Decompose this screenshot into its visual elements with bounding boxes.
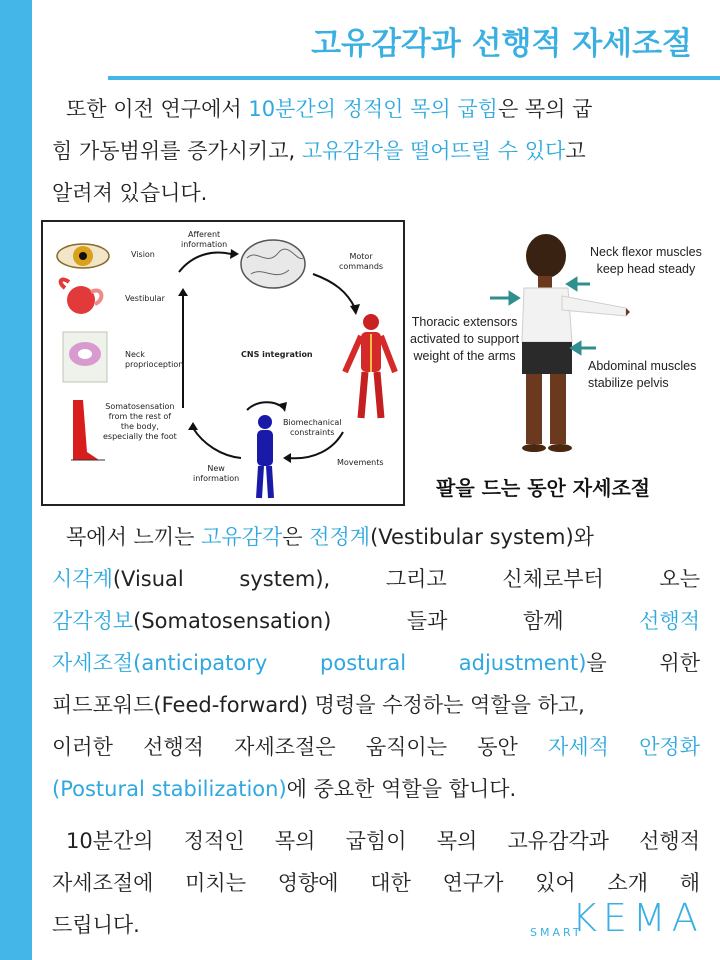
vestibular-label: Vestibular: [125, 294, 165, 303]
muscle-figure-icon: [345, 314, 395, 418]
afferent-information-label: Afferent information: [181, 230, 228, 249]
brain-icon: [241, 240, 305, 288]
body1-line-2: [52, 558, 700, 600]
vision-label: Vision: [131, 250, 155, 259]
cns-integration-figure: [41, 220, 405, 506]
logo-big-text: KEMA: [572, 896, 704, 940]
intro-line-1: [52, 88, 700, 130]
left-accent-bar: [0, 0, 32, 960]
text: 고: [565, 139, 586, 163]
page-title: 고유감각과 선행적 자세조절: [311, 26, 692, 62]
highlight-text: 시각계: [52, 567, 113, 591]
highlight-text: (Postural stabilization): [52, 777, 287, 801]
highlight-text: 고유감각: [201, 525, 283, 549]
body1-line-4: [52, 642, 700, 684]
body-silhouette-icon: [257, 415, 273, 498]
text: 목에서 느끼는: [66, 525, 202, 549]
body2-line-2: 자세조절에 미치는 영향에 대한 연구가 있어 소개 해: [52, 871, 700, 895]
motor-commands-label: Motor commands: [339, 252, 384, 271]
intro-paragraph: [52, 88, 700, 214]
posture-figure-caption: 팔을 드는 동안 자세조절: [436, 476, 651, 500]
neck-proprioception-label: Neck proprioception: [125, 350, 184, 369]
thoracic-extensors-label: Thoracic extensors activated to support weight of the arms: [410, 315, 520, 363]
text: 힘 가동범위를 증가시키고,: [52, 139, 302, 163]
abdominal-muscles-label: Abdominal muscles stabilize pelvis: [588, 359, 697, 390]
neck-vertebra-icon: [63, 332, 107, 382]
body1-line-5: 피드포워드(Feed-forward) 명령을 수정하는 역할을 하고,: [52, 693, 585, 717]
text: 은 목의 굽: [497, 97, 593, 121]
somatosensation-label: Somatosensation from the rest of the body, especially the foot: [103, 402, 177, 441]
smart-kema-logo: [530, 896, 704, 946]
highlight-text: 자세적 안정화: [548, 735, 700, 759]
text: 을 위한: [586, 651, 700, 675]
text: (Visual system), 그리고 신체로부터 오는: [112, 567, 700, 591]
highlight-text: 고유감각을 떨어뜨릴 수 있다: [301, 139, 566, 163]
highlight-text: 10분간의 정적인 목의 굽힘: [248, 97, 498, 121]
text: (Vestibular system)와: [370, 525, 594, 549]
body1-line-7: [52, 768, 700, 810]
new-information-label: New information: [193, 464, 240, 483]
text: 이러한 선행적 자세조절은 움직이는 동안: [52, 735, 549, 759]
body1-line-1: [52, 516, 700, 558]
highlight-text: 감각정보: [52, 609, 134, 633]
body2-line-3: 드립니다.: [52, 913, 140, 937]
eye-icon: [57, 244, 109, 268]
body2-line-1: 10분간의 정적인 목의 굽힘이 목의 고유감각과 선행적: [66, 829, 700, 853]
text: 에 중요한 역할을 합니다.: [286, 777, 517, 801]
movements-label: Movements: [337, 458, 384, 467]
intro-line-2: [52, 130, 700, 172]
highlight-text: 전정계: [309, 525, 371, 549]
highlight-text: 자세조절(anticipatory postural adjustment): [52, 651, 587, 675]
highlight-text: 선행적: [639, 609, 700, 633]
cns-integration-label: CNS integration: [241, 350, 313, 359]
title-underline: [108, 76, 720, 80]
body-paragraph-1: [52, 516, 700, 810]
neck-flexor-label: Neck flexor muscles keep head steady: [590, 245, 702, 276]
text: 또한 이전 연구에서: [66, 97, 249, 121]
logo-small-text: SMART: [530, 926, 583, 939]
text: 은: [282, 525, 310, 549]
intro-line-3: 알려져 있습니다.: [52, 181, 208, 205]
body1-line-6: [52, 726, 700, 768]
text: (Somatosensation) 들과 함께: [133, 609, 640, 633]
inner-ear-icon: [61, 280, 102, 314]
leg-foot-icon: [71, 400, 105, 460]
body1-line-3: [52, 600, 700, 642]
biomechanical-constraints-label: Biomechanical constraints: [283, 418, 342, 437]
